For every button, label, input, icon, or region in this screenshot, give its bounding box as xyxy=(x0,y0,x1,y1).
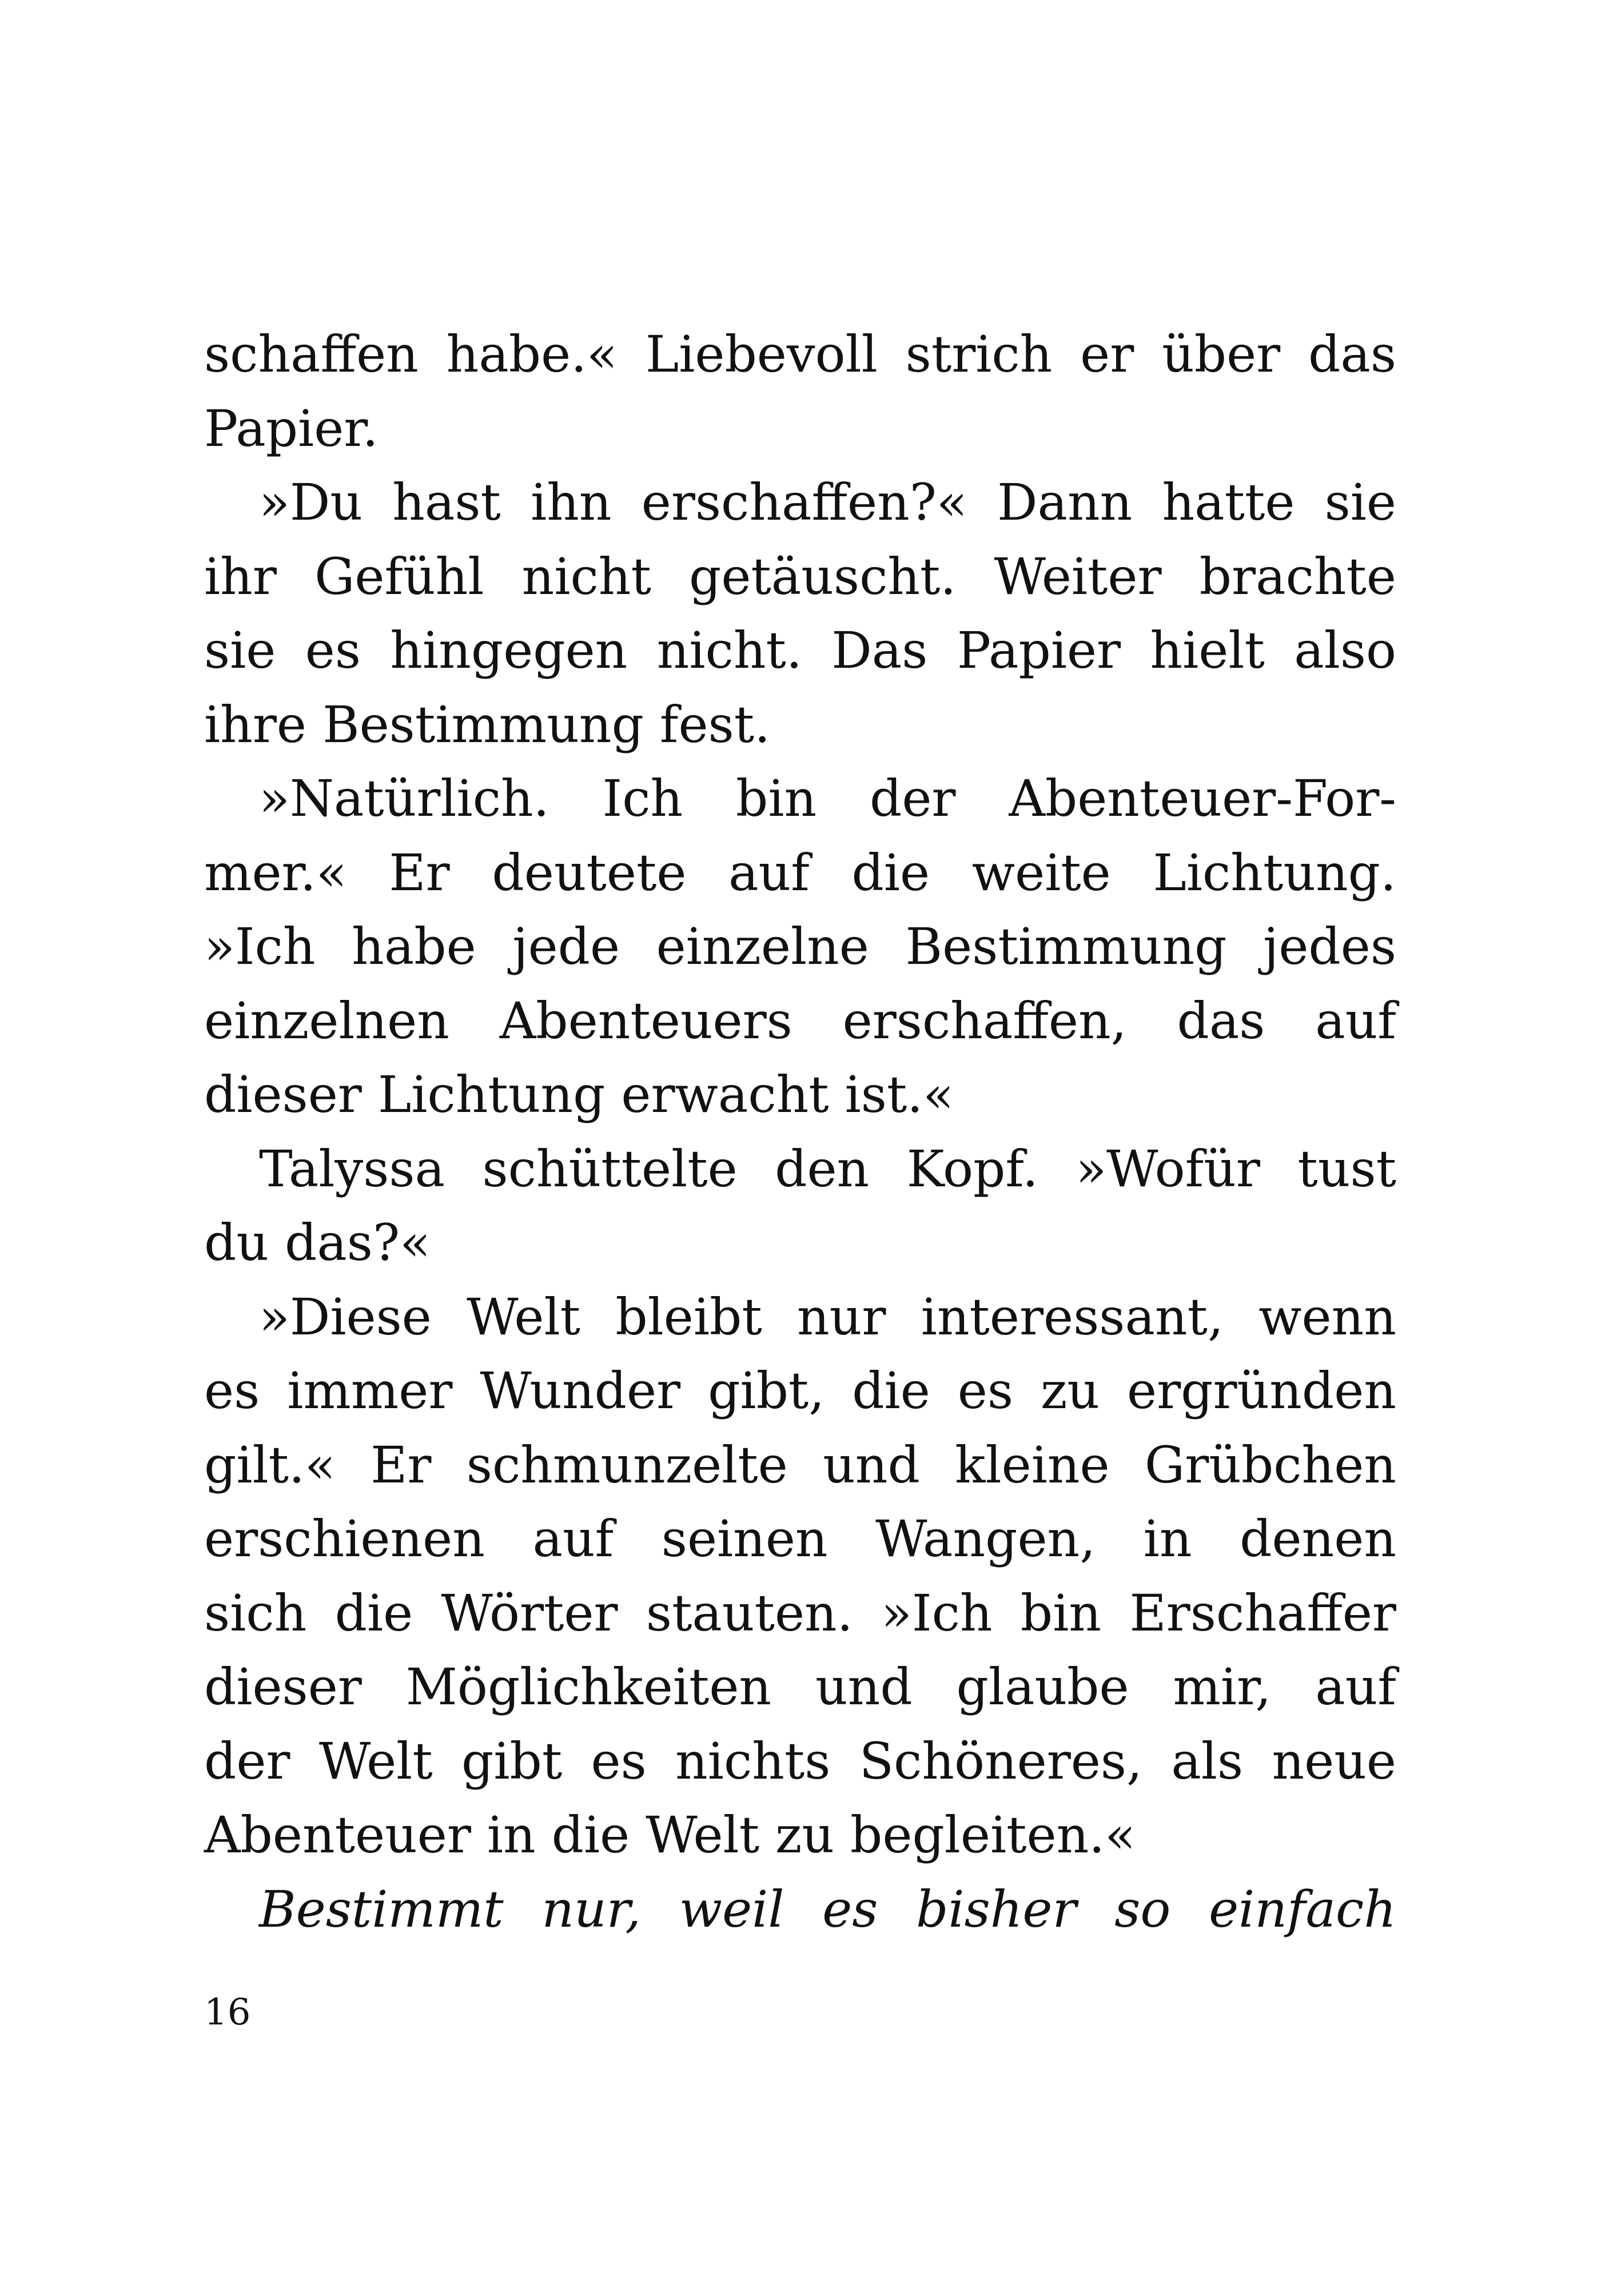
text-line: Talyssa schüttelte den Kopf. »Wofür tust xyxy=(259,1139,1396,1198)
text-line: du das?« xyxy=(204,1213,431,1272)
text-line: Bestimmt nur, weil es bisher so einfach xyxy=(259,1879,1396,1939)
text-line: »Natürlich. Ich bin der Abenteuer-For- xyxy=(259,769,1396,828)
text-line: sich die Wörter stauten. »Ich bin Erschaffer xyxy=(204,1583,1396,1643)
text-line: dieser Lichtung erwacht ist.« xyxy=(204,1065,954,1124)
text-line: mer.« Er deutete auf die weite Lichtung. xyxy=(204,843,1396,902)
text-line: »Du hast ihn erschaffen?« Dann hatte sie xyxy=(259,473,1396,532)
text-line: Papier. xyxy=(204,398,379,458)
text-line: ihr Gefühl nicht getäuscht. Weiter brachte xyxy=(204,547,1396,606)
text-line: dieser Möglichkeiten und glaube mir, auf xyxy=(204,1657,1396,1716)
text-line: einzelnen Abenteuers erschaffen, das auf xyxy=(204,991,1396,1050)
text-line: der Welt gibt es nichts Schöneres, als neue xyxy=(204,1731,1396,1791)
text-line: schaffen habe.« Liebevoll strich er über das xyxy=(204,325,1396,384)
text-line: »Diese Welt bleibt nur interessant, wenn xyxy=(259,1287,1396,1346)
text-line: sie es hingegen nicht. Das Papier hielt also xyxy=(204,621,1396,680)
body-text xyxy=(204,317,1396,1946)
text-line: Abenteuer in die Welt zu begleiten.« xyxy=(204,1805,1136,1864)
text-line: »Ich habe jede einzelne Bestimmung jedes xyxy=(204,917,1396,976)
text-line: gilt.« Er schmunzelte und kleine Grübchen xyxy=(204,1435,1396,1494)
page-number: 16 xyxy=(204,1991,251,2034)
text-line: ihre Bestimmung fest. xyxy=(204,695,771,754)
text-line: es immer Wunder gibt, die es zu ergründen xyxy=(204,1361,1396,1420)
text-line: erschienen auf seinen Wangen, in denen xyxy=(204,1509,1396,1568)
